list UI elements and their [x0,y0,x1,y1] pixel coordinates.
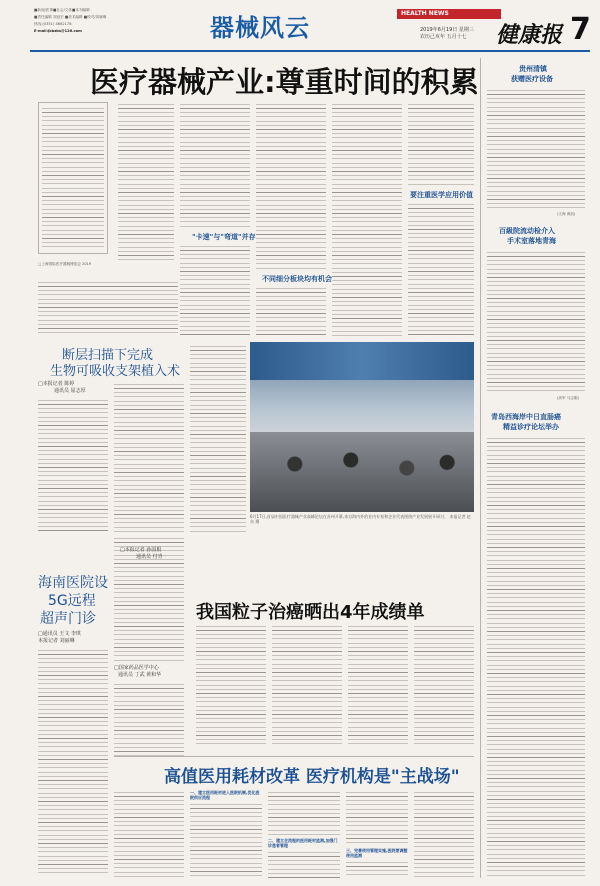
article2-col-2 [114,382,184,532]
bottom-col-2 [190,802,262,878]
section-title: 器械风云 [210,13,310,42]
article4-headline: 我国粒子治癌晒出4年成绩单 [196,602,425,623]
photo-audience [250,432,474,512]
sidebar-news2-title1: 百級院流动检介入 [499,227,555,235]
lunar-date: 农历己亥年 五月十七 [420,34,467,40]
article4-col-1 [196,624,266,744]
editor-note-text [42,106,104,250]
top-body-col-5b [408,202,474,336]
article2-col-3 [190,344,246,532]
masthead-divider [30,50,590,52]
sidebar-news2-body [487,250,585,392]
sidebar-news1-body [487,88,585,210]
top-body-col-1 [118,102,174,262]
sidebar-news1-credit: (文海 黄凯) [557,212,576,216]
article2-col-1 [38,398,108,532]
photo-screen [250,342,474,380]
right-subtitle: 要注重医学应用价值 [410,191,473,199]
masthead-info-3: 热线:(0351) 4662178 [34,22,72,26]
top-body-col-4 [332,102,402,336]
top-body-col-3 [256,102,326,270]
article5-col [114,682,184,756]
article2-title-1: 断层扫描下完成 [62,348,154,363]
article5-byline-1: □国家药品医学中心 [114,665,159,671]
bottom-col-5 [414,790,474,878]
bottom-note-1: 一、建立医用耗材进入医院机制,优化医院供应流程 [190,790,260,800]
bottom-divider [114,756,474,757]
bottom-headline: 高值医用耗材改革 医疗机构是"主战场" [164,767,460,787]
editor-note-box [38,102,108,254]
top-body-col-5 [408,102,474,186]
masthead [0,0,600,50]
article3-title-2: 5G远程 [48,593,96,609]
bottom-col-1 [114,790,184,878]
top-subhead-1: "卡速"与"弯道"并存 [192,233,256,241]
sidebar-news1-title2: 获赠医疗设备 [511,75,553,83]
conference-photo [250,342,474,512]
article4-byline-2: 通讯员 付青 [136,554,163,560]
brand-logo: 健康报 [496,22,563,48]
health-news-tag: HEALTH NEWS [397,9,501,19]
sidebar-news2-credit: (高军 马志刚) [557,396,579,400]
article4-col-3 [348,624,408,744]
bottom-note-2: 二、建立全流程的医用耗材监测,加强门诊患者管理 [268,838,338,848]
top-body-col-3b [256,286,326,336]
article3-title-1: 海南医院设 [38,575,108,591]
top-body-col-2b [180,244,250,336]
article4-col-4 [414,624,474,744]
page-number: 7 [570,12,591,47]
left-col-body [38,280,178,335]
article3-byline-2: 本报记者 刘丽琳 [38,638,75,644]
masthead-info-1: ■新闻/医事■社会/文体■本刊编辑 [34,8,90,12]
bottom-col-4b [346,860,408,878]
top-body-col-2 [180,102,250,228]
article2-title-2: 生物可吸收支架植入术 [50,364,181,379]
article2-byline-2: 通讯员 屈志厚 [54,388,86,394]
article5-byline-2: 通讯员 丁武 黄和华 [118,672,162,678]
top-headline: 医疗器械产业:尊重时间的积累 [90,65,479,99]
sidebar-news3-title2: 精益诊疗论坛举办 [503,423,559,431]
top-subhead-2: 不同细分板块均有机会 [262,275,332,283]
masthead-info-2: ■责任编辑 刘冠宏 ■美术编辑 ■校对/刘晓琳 [34,15,107,19]
article2-byline-1: □本报记者 陈婷 [38,381,75,387]
article4-col-2 [272,624,342,744]
sidebar-news2-title2: 手术室落地青海 [507,237,556,245]
bottom-col-3b [268,850,340,878]
masthead-info-4: E-mail:jkbzbs@126.com [34,29,82,33]
expo-location: □上海国际医疗器械博览会 2019 [38,262,92,266]
article3-col-1 [38,648,108,876]
bottom-note-3: 三、完善使用管理实施,医院要调整使用监测 [346,848,408,858]
bottom-col-4 [346,790,408,846]
sidebar-news3-title1: 青岛西海岸中日直肠癌 [491,413,561,421]
issue-date: 2019年6月19日 星期三 [420,27,474,33]
photo-caption: 6月17日,首届中国医疗器械产业高峰论坛在苏州开幕,来自海内外的业内专家和企业代表围绕产业发展展开研讨。 本报记者 赵东 摄 [250,514,471,524]
right-sidebar [480,58,590,878]
bottom-col-3 [268,790,340,836]
article4-byline-1: □本报记者 孙国根 [120,547,162,553]
article3-byline-1: □通讯员 王文 李琪 [38,631,81,637]
article3-title-3: 超声门诊 [40,611,96,627]
sidebar-news3-body [487,436,585,876]
sidebar-news1-title1: 贵州清镇 [519,65,547,73]
